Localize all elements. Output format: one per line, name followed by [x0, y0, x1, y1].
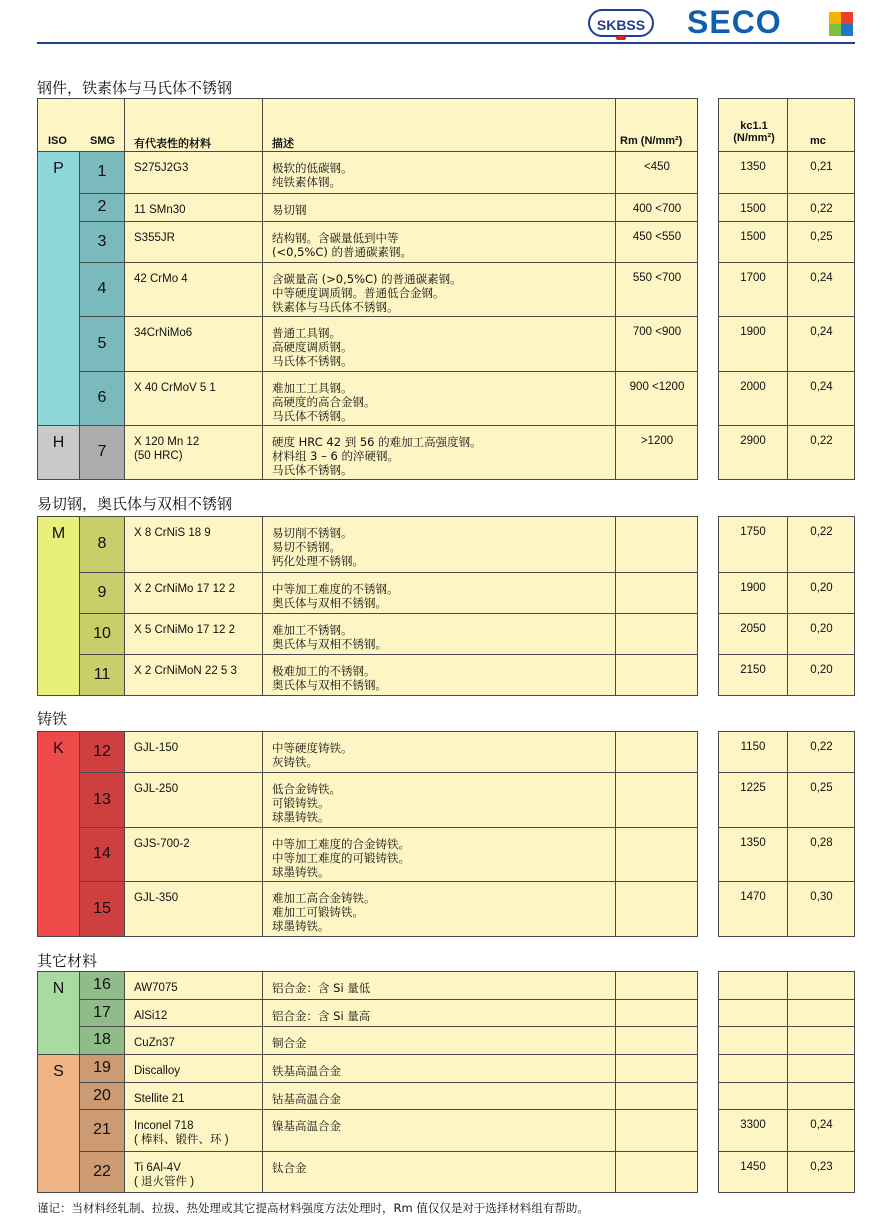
- seco-logo-squares-icon: [829, 12, 853, 36]
- row-divider: [718, 425, 855, 426]
- material-name: ( 退火管件 ): [134, 1176, 195, 1188]
- material-description: 镍基高温合金: [272, 1119, 341, 1133]
- row-divider: [124, 262, 698, 263]
- row-divider: [124, 1054, 698, 1055]
- kc-value: 1900: [740, 582, 766, 594]
- smg-number: 16: [79, 971, 125, 1000]
- smg-number: 1: [79, 151, 125, 194]
- material-description: 高硬度调质钢。: [272, 340, 353, 354]
- kc-value: 1500: [740, 203, 766, 215]
- material-name: GJL-350: [134, 892, 179, 904]
- mc-value: 0,25: [810, 231, 833, 243]
- iso-group-h: H: [37, 425, 80, 480]
- material-description: 铁素体与马氏体不锈钢。: [272, 300, 399, 314]
- header-material: 有代表性的材料: [134, 137, 211, 150]
- kc-value: 1225: [740, 782, 766, 794]
- header-iso: ISO: [48, 135, 67, 147]
- material-description: 铜合金: [272, 1036, 307, 1050]
- material-description: 高硬度的高合金钢。: [272, 395, 376, 409]
- header-rule: [37, 42, 855, 44]
- column-divider: [262, 516, 263, 695]
- material-name: X 2 CrNiMoN 22 5 3: [134, 665, 237, 677]
- material-description: 普通工具钢。: [272, 326, 341, 340]
- row-divider: [124, 151, 698, 152]
- material-description: 难加工高合金铸铁。: [272, 891, 376, 905]
- header-kc: kc1.1 (N/mm²): [733, 120, 775, 144]
- material-description: 中等加工难度的可锻铸铁。: [272, 851, 410, 865]
- material-description: 马氏体不锈钢。: [272, 409, 353, 423]
- material-description: 马氏体不锈钢。: [272, 463, 353, 477]
- material-description: 球墨铸铁。: [272, 865, 330, 879]
- material-description: 易切钢: [272, 203, 307, 217]
- mc-value: 0,24: [810, 326, 833, 338]
- mc-value: 0,21: [810, 161, 833, 173]
- tensile-strength: 400 <700: [632, 203, 682, 215]
- row-divider: [124, 772, 698, 773]
- row-divider: [124, 425, 698, 426]
- tensile-strength: 450 <550: [632, 231, 682, 243]
- row-divider: [718, 827, 855, 828]
- kc-value: 1150: [740, 741, 766, 753]
- material-description: 难加工工具钢。: [272, 381, 353, 395]
- material-description: 钴基高温合金: [272, 1092, 341, 1106]
- column-divider: [615, 98, 616, 479]
- row-divider: [124, 316, 698, 317]
- row-divider: [718, 772, 855, 773]
- material-description: 极难加工的不锈钢。: [272, 664, 376, 678]
- row-divider: [124, 572, 698, 573]
- material-name: AlSi12: [134, 1010, 168, 1022]
- mc-value: 0,22: [810, 435, 833, 447]
- mc-value: 0,20: [810, 623, 833, 635]
- material-name: X 2 CrNiMo 17 12 2: [134, 583, 235, 595]
- row-divider: [718, 1082, 855, 1083]
- mc-value: 0,22: [810, 203, 833, 215]
- smg-number: 13: [79, 772, 125, 828]
- smg-number: 12: [79, 731, 125, 773]
- row-divider: [718, 193, 855, 194]
- material-name: Stellite 21: [134, 1093, 185, 1105]
- smg-number: 3: [79, 221, 125, 263]
- row-divider: [718, 881, 855, 882]
- row-divider: [124, 1082, 698, 1083]
- material-description: 含碳量高 (>0,5%C) 的普通碳素钢。: [272, 272, 462, 286]
- mc-value: 0,20: [810, 664, 833, 676]
- smg-number: 7: [79, 425, 125, 480]
- section-title: 其它材料: [37, 952, 98, 970]
- mc-value: 0,22: [810, 526, 833, 538]
- mc-value: 0,25: [810, 782, 833, 794]
- kc-value: 1500: [740, 231, 766, 243]
- row-divider: [124, 654, 698, 655]
- material-name: (50 HRC): [134, 450, 183, 462]
- kc-value: 1700: [740, 272, 766, 284]
- smg-number: 15: [79, 881, 125, 937]
- mc-value: 0,22: [810, 741, 833, 753]
- material-description: 易切削不锈钢。: [272, 526, 353, 540]
- mc-value: 0,28: [810, 837, 833, 849]
- footnote: 谨记：当材料经轧制、拉拔、热处理或其它提高材料强度方法处理时，Rm 值仅仅是对于选择材料组有帮助。: [37, 1201, 589, 1215]
- row-divider: [124, 371, 698, 372]
- material-description: 铁基高温合金: [272, 1064, 341, 1078]
- material-description: 铝合金：含 Si 量低: [272, 981, 371, 995]
- material-description: 纯铁素体钢。: [272, 175, 341, 189]
- material-name: 11 SMn30: [134, 204, 186, 216]
- iso-group-k: K: [37, 731, 80, 937]
- material-name: X 40 CrMoV 5 1: [134, 382, 216, 394]
- kc-value: 1750: [740, 526, 766, 538]
- smg-number: 2: [79, 193, 125, 222]
- material-description: 低合金铸铁。: [272, 782, 341, 796]
- material-name: AW7075: [134, 982, 178, 994]
- header-smg: SMG: [90, 135, 116, 147]
- smg-number: 10: [79, 613, 125, 655]
- material-name: Ti 6Al-4V: [134, 1162, 181, 1174]
- material-name: Discalloy: [134, 1065, 181, 1077]
- header-description: 描述: [272, 137, 294, 150]
- smg-number: 19: [79, 1054, 125, 1083]
- tensile-strength: 700 <900: [632, 326, 682, 338]
- kc-value: 2000: [740, 381, 766, 393]
- material-description: 铝合金：含 Si 量高: [272, 1009, 371, 1023]
- column-divider: [262, 98, 263, 479]
- header-mc: mc: [810, 135, 826, 147]
- tensile-strength: <450: [644, 161, 670, 173]
- column-divider: [262, 731, 263, 936]
- skbss-logo-mark: [616, 36, 626, 40]
- row-divider: [124, 1026, 698, 1027]
- material-description: 极软的低碳钢。: [272, 161, 353, 175]
- iso-group-n: N: [37, 971, 80, 1055]
- tensile-strength: 550 <700: [632, 272, 682, 284]
- material-description: 中等硬度铸铁。: [272, 741, 353, 755]
- material-name: X 120 Mn 12: [134, 436, 200, 448]
- kc-value: 1900: [740, 326, 766, 338]
- material-name: GJL-150: [134, 742, 179, 754]
- mc-value: 0,24: [810, 272, 833, 284]
- material-description: 马氏体不锈钢。: [272, 354, 353, 368]
- material-description: 球墨铸铁。: [272, 919, 330, 933]
- section-title: 易切钢，奥氏体与双相不锈钢: [37, 495, 233, 513]
- row-divider: [718, 371, 855, 372]
- section-title: 铸铁: [37, 710, 68, 728]
- iso-group-s: S: [37, 1054, 80, 1193]
- mc-value: 0,24: [810, 381, 833, 393]
- material-description: 奥氏体与双相不锈钢。: [272, 678, 387, 692]
- material-description: 可锻铸铁。: [272, 796, 330, 810]
- header-rm: Rm (N/mm²): [620, 135, 683, 147]
- material-name: ( 棒料、锻件、环 ): [134, 1134, 229, 1146]
- material-description: 难加工可锻铸铁。: [272, 905, 364, 919]
- kc-value: 2050: [740, 623, 766, 635]
- row-divider: [124, 999, 698, 1000]
- skbss-logo: SKBSS: [588, 9, 654, 37]
- row-divider: [124, 1109, 698, 1110]
- material-description: (<0,5%C) 的普通碳素钢。: [272, 245, 413, 259]
- mc-value: 0,30: [810, 891, 833, 903]
- material-name: CuZn37: [134, 1037, 175, 1049]
- iso-group-p: P: [37, 151, 80, 426]
- kc-value: 2150: [740, 664, 766, 676]
- section-title: 钢件，铁素体与马氏体不锈钢: [37, 79, 233, 97]
- material-description: 中等硬度调质钢。普通低合金钢。: [272, 286, 445, 300]
- row-divider: [124, 827, 698, 828]
- column-divider: [787, 98, 788, 479]
- row-divider: [124, 221, 698, 222]
- kc-value: 1350: [740, 837, 766, 849]
- tensile-strength: >1200: [640, 435, 674, 447]
- row-divider: [718, 221, 855, 222]
- column-divider: [615, 516, 616, 695]
- material-description: 材料组 3 – 6 的淬硬钢。: [272, 449, 400, 463]
- mc-value: 0,20: [810, 582, 833, 594]
- material-description: 易切不锈钢。: [272, 540, 341, 554]
- material-description: 中等加工难度的合金铸铁。: [272, 837, 410, 851]
- row-divider: [718, 316, 855, 317]
- material-description: 球墨铸铁。: [272, 810, 330, 824]
- kc-value: 3300: [740, 1119, 766, 1131]
- row-divider: [718, 999, 855, 1000]
- kc-value: 1450: [740, 1161, 766, 1173]
- smg-number: 9: [79, 572, 125, 614]
- row-divider: [124, 1151, 698, 1152]
- material-name: S355JR: [134, 232, 175, 244]
- smg-number: 6: [79, 371, 125, 426]
- smg-number: 22: [79, 1151, 125, 1193]
- smg-number: 17: [79, 999, 125, 1027]
- material-table: [37, 731, 698, 937]
- smg-number: 11: [79, 654, 125, 696]
- row-divider: [718, 613, 855, 614]
- smg-number: 18: [79, 1026, 125, 1055]
- material-description: 奥氏体与双相不锈钢。: [272, 637, 387, 651]
- material-description: 硬度 HRC 42 到 56 的难加工高强度钢。: [272, 435, 482, 449]
- smg-number: 20: [79, 1082, 125, 1110]
- material-name: S275J2G3: [134, 162, 189, 174]
- tensile-strength: 900 <1200: [629, 381, 685, 393]
- kc-value: 1470: [740, 891, 766, 903]
- row-divider: [718, 1026, 855, 1027]
- material-description: 钙化处理不锈钢。: [272, 554, 364, 568]
- material-name: GJS-700-2: [134, 838, 190, 850]
- smg-number: 8: [79, 516, 125, 573]
- row-divider: [718, 1151, 855, 1152]
- column-divider: [787, 731, 788, 936]
- kc-value: 2900: [740, 435, 766, 447]
- material-description: 中等加工难度的不锈钢。: [272, 582, 399, 596]
- seco-logo: SECO: [687, 4, 782, 40]
- material-description: 灰铸铁。: [272, 755, 318, 769]
- row-divider: [718, 572, 855, 573]
- smg-number: 4: [79, 262, 125, 317]
- row-divider: [124, 881, 698, 882]
- material-name: 34CrNiMo6: [134, 327, 193, 339]
- material-description: 结构钢。含碳量低到中等: [272, 231, 399, 245]
- smg-number: 21: [79, 1109, 125, 1152]
- material-name: X 8 CrNiS 18 9: [134, 527, 211, 539]
- material-description: 奥氏体与双相不锈钢。: [272, 596, 387, 610]
- material-name: Inconel 718: [134, 1120, 194, 1132]
- material-name: X 5 CrNiMo 17 12 2: [134, 624, 235, 636]
- row-divider: [718, 1109, 855, 1110]
- mc-value: 0,23: [810, 1161, 833, 1173]
- material-description: 钛合金: [272, 1161, 307, 1175]
- mc-value: 0,24: [810, 1119, 833, 1131]
- row-divider: [718, 151, 855, 152]
- row-divider: [718, 262, 855, 263]
- column-divider: [615, 731, 616, 936]
- row-divider: [718, 654, 855, 655]
- smg-number: 5: [79, 316, 125, 372]
- material-name: GJL-250: [134, 783, 179, 795]
- row-divider: [124, 193, 698, 194]
- material-name: 42 CrMo 4: [134, 273, 188, 285]
- row-divider: [124, 613, 698, 614]
- smg-number: 14: [79, 827, 125, 882]
- material-description: 难加工不锈钢。: [272, 623, 353, 637]
- row-divider: [718, 1054, 855, 1055]
- kc-value: 1350: [740, 161, 766, 173]
- iso-group-m: M: [37, 516, 80, 696]
